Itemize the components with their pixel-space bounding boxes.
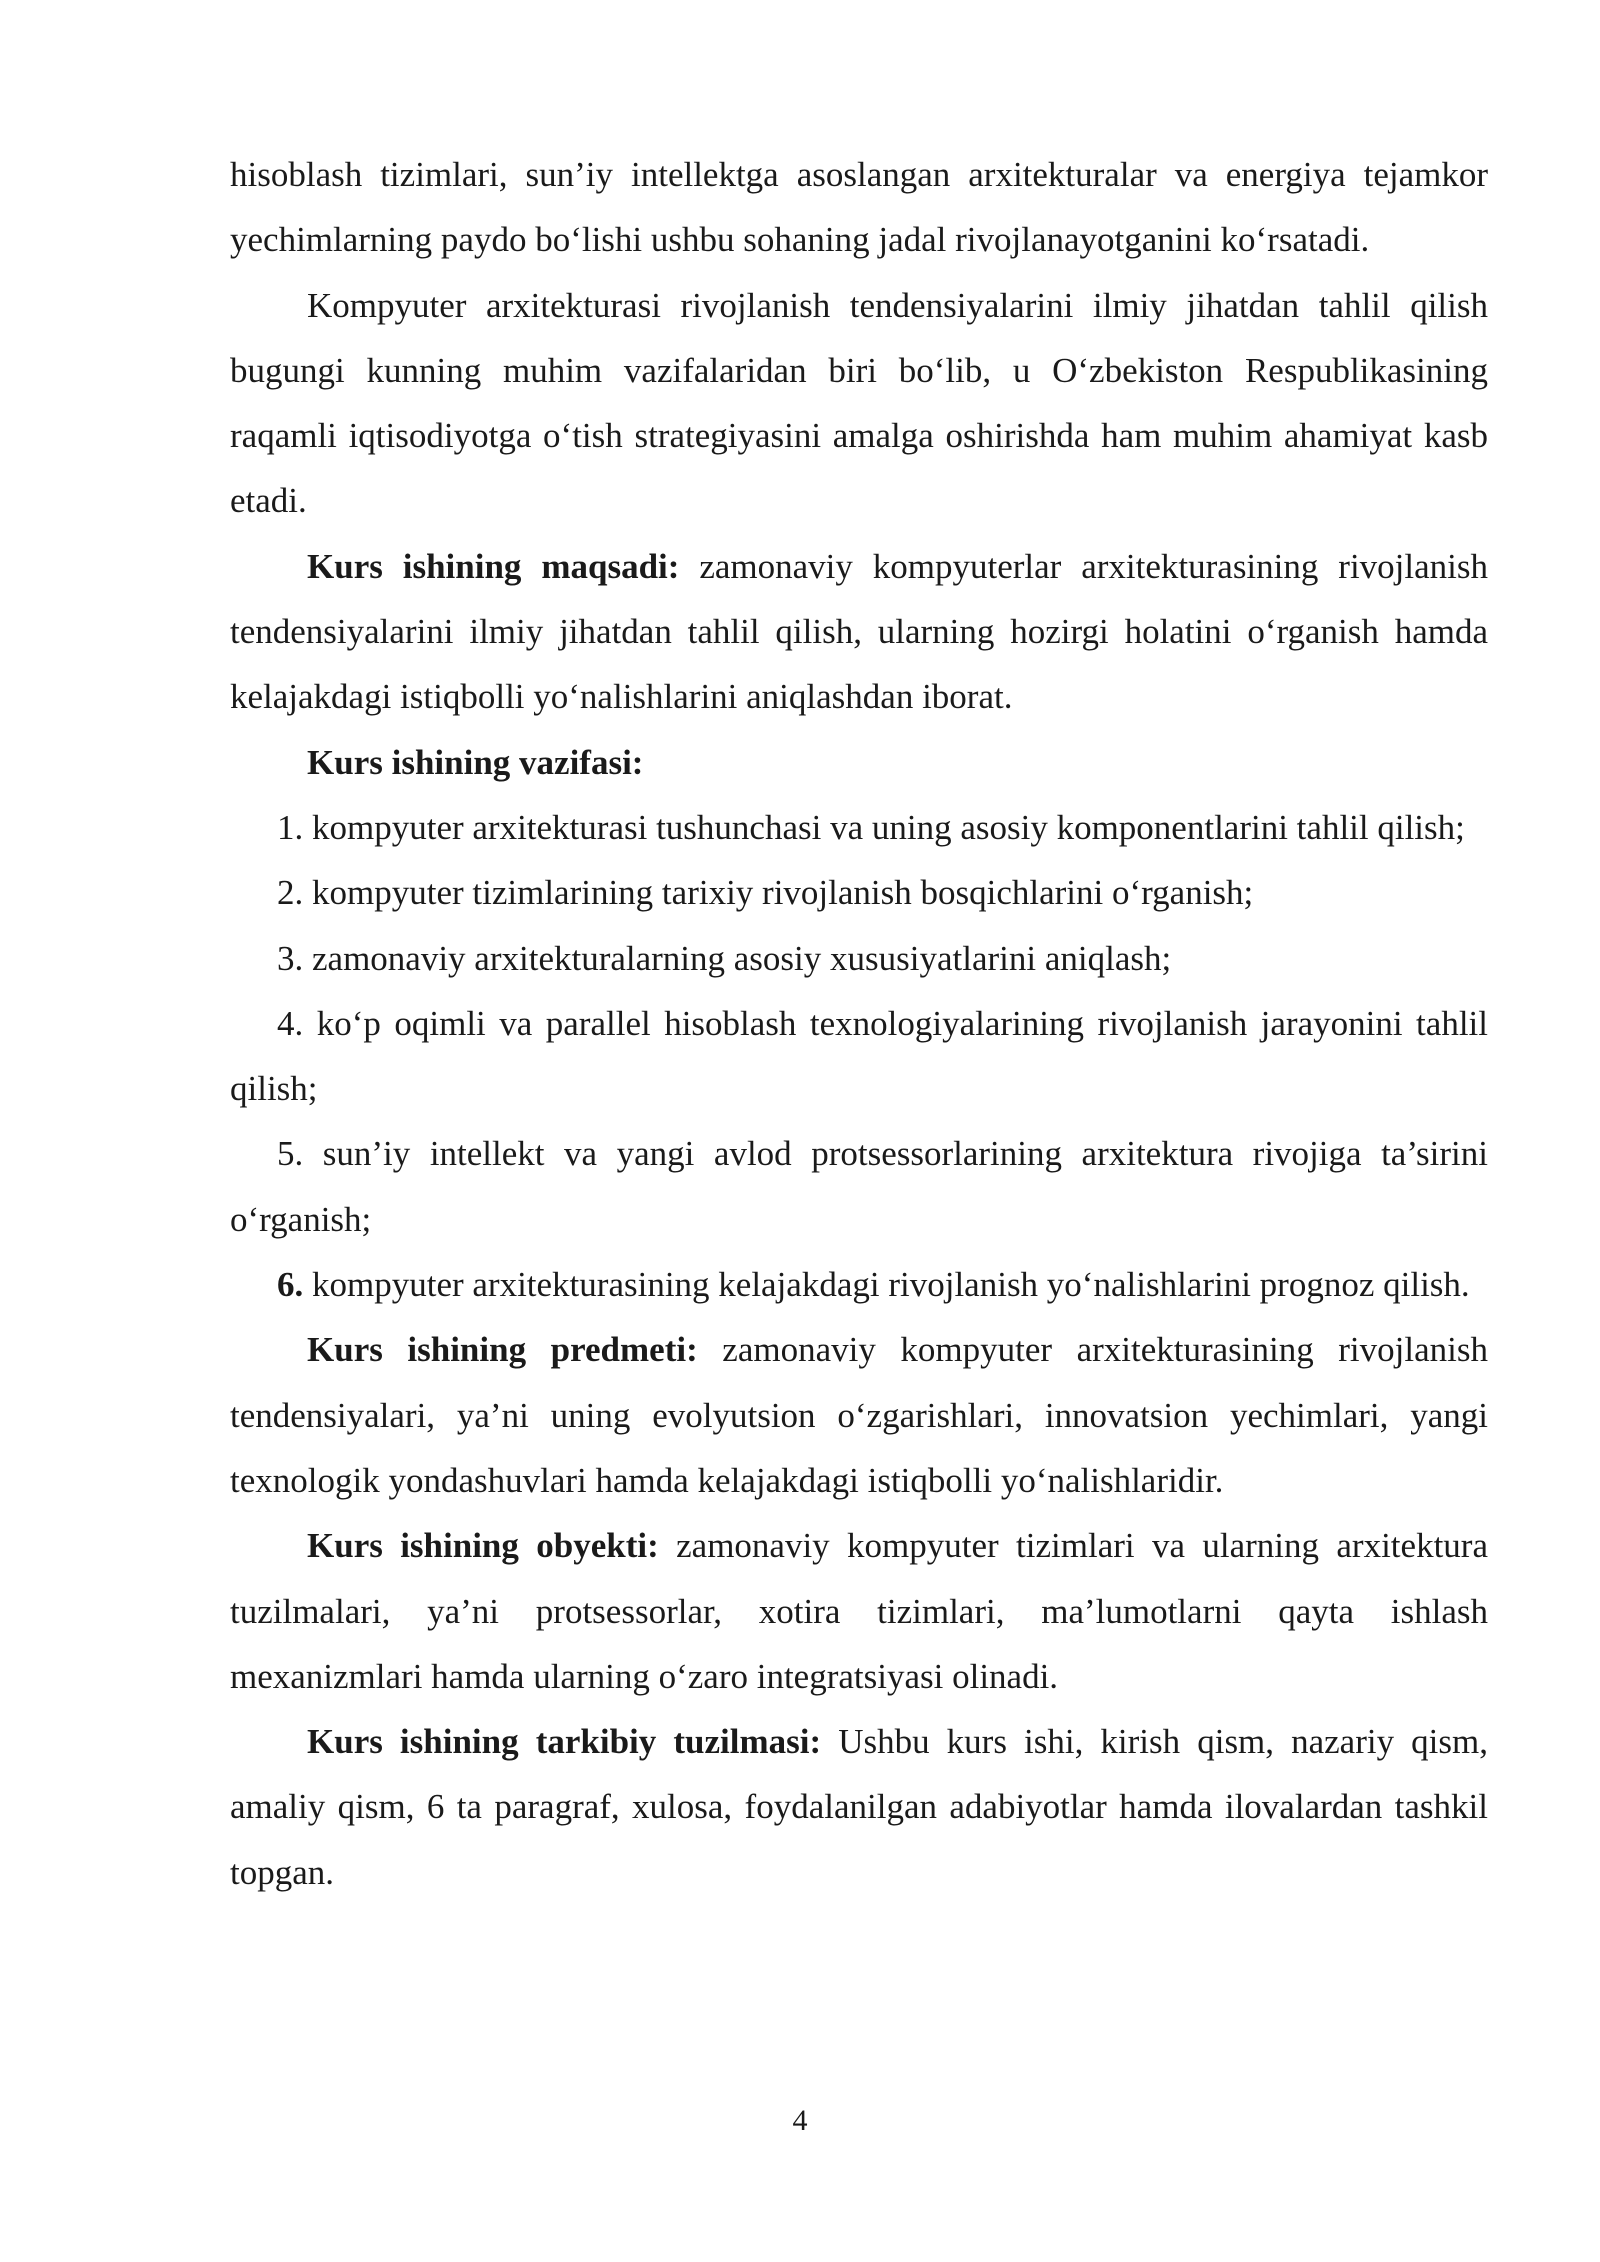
- object-label: Kurs ishining obyekti:: [307, 1526, 659, 1566]
- tasks-label: Kurs ishining vazifasi:: [307, 742, 644, 782]
- list-item-number: 1.: [277, 807, 304, 847]
- paragraph-structure: [230, 1709, 1488, 1905]
- paragraph-subject: [230, 1317, 1488, 1513]
- paragraph-goal: [230, 534, 1488, 730]
- document-page: [230, 142, 1488, 1905]
- list-item-text: zamonaviy arxitekturalarning asosiy xususiyatlarini aniqlash;: [303, 938, 1172, 978]
- object-text: zamonaviy kompyuter tizimlari va ularning arxitektura tuzilmalari, ya’ni protsessorlar, xotira tizimlari, ma’lumotlarni qayta ishlash mexanizmlari hamda ularning o‘zaro integratsiyasi olinadi.: [230, 1526, 1488, 1696]
- paragraph-intro-continued: hisoblash tizimlari, sun’iy intellektga asoslangan arxitekturalar va energiya tejamkor yechimlarning paydo bo‘lishi ushbu sohaning jadal rivojlanayotganini ko‘rsatadi.: [230, 155, 1488, 260]
- list-item-text: kompyuter arxitekturasining kelajakdagi rivojlanish yo‘nalishlarini prognoz qilish.: [303, 1265, 1470, 1305]
- list-item-text: sun’iy intellekt va yangi avlod protsessorlarining arxitektura rivojiga ta’sirini o‘rganish;: [230, 1134, 1488, 1239]
- paragraph-object: [230, 1513, 1488, 1709]
- page-number: 4: [792, 2104, 808, 2137]
- list-item-number: 3.: [277, 938, 304, 978]
- subject-text: zamonaviy kompyuter arxitekturasining rivojlanish tendensiyalari, ya’ni uning evolyutsion o‘zgarishlari, innovatsion yechimlari, yangi texnologik yondashuvlari hamda kelajakdagi istiqbolli yo‘nalishlaridir.: [230, 1330, 1488, 1500]
- paragraph-analysis: Kompyuter arxitekturasi rivojlanish tendensiyalarini ilmiy jihatdan tahlil qilish bugungi kunning muhim vazifalaridan biri bo‘lib, u O‘zbekiston Respublikasining raqamli iqtisodiyotga o‘tish strategiyasini amalga oshirishda ham muhim ahamiyat kasb etadi.: [230, 285, 1488, 521]
- list-item-text: ko‘p oqimli va parallel hisoblash texnologiyalarining rivojlanish jarayonini tahlil qilish;: [230, 1003, 1488, 1109]
- list-item-number: 2.: [277, 873, 304, 913]
- list-item-text: kompyuter arxitekturasi tushunchasi va uning asosiy komponentlarini tahlil qilish;: [303, 807, 1465, 847]
- structure-label: Kurs ishining tarkibiy tuzilmasi:: [307, 1722, 822, 1762]
- list-item: [230, 991, 1488, 1122]
- goal-text: zamonaviy kompyuterlar arxitekturasining rivojlanish tendensiyalarini ilmiy jihatdan tahlil qilish, ularning hozirgi holatini o‘rganish hamda kelajakdagi istiqbolli yo‘nalishlarini aniqlashdan iborat.: [230, 546, 1488, 717]
- list-item: [230, 860, 1488, 925]
- list-item-number: 6.: [277, 1265, 304, 1305]
- list-item-number: 5.: [277, 1134, 304, 1174]
- structure-text: Ushbu kurs ishi, kirish qism, nazariy qism, amaliy qism, 6 ta paragraf, xulosa, foydalanilgan adabiyotlar hamda ilovalardan tashkil topgan.: [230, 1722, 1488, 1892]
- list-item: [230, 926, 1488, 991]
- list-item: [230, 1121, 1488, 1252]
- list-item: [230, 795, 1488, 860]
- goal-label: Kurs ishining maqsadi:: [307, 546, 680, 586]
- list-item-text: kompyuter tizimlarining tarixiy rivojlanish bosqichlarini o‘rganish;: [303, 873, 1254, 913]
- tasks-heading: [230, 730, 1488, 795]
- list-item-number: 4.: [277, 1003, 304, 1043]
- list-item: [230, 1252, 1488, 1317]
- subject-label: Kurs ishining predmeti:: [307, 1330, 698, 1370]
